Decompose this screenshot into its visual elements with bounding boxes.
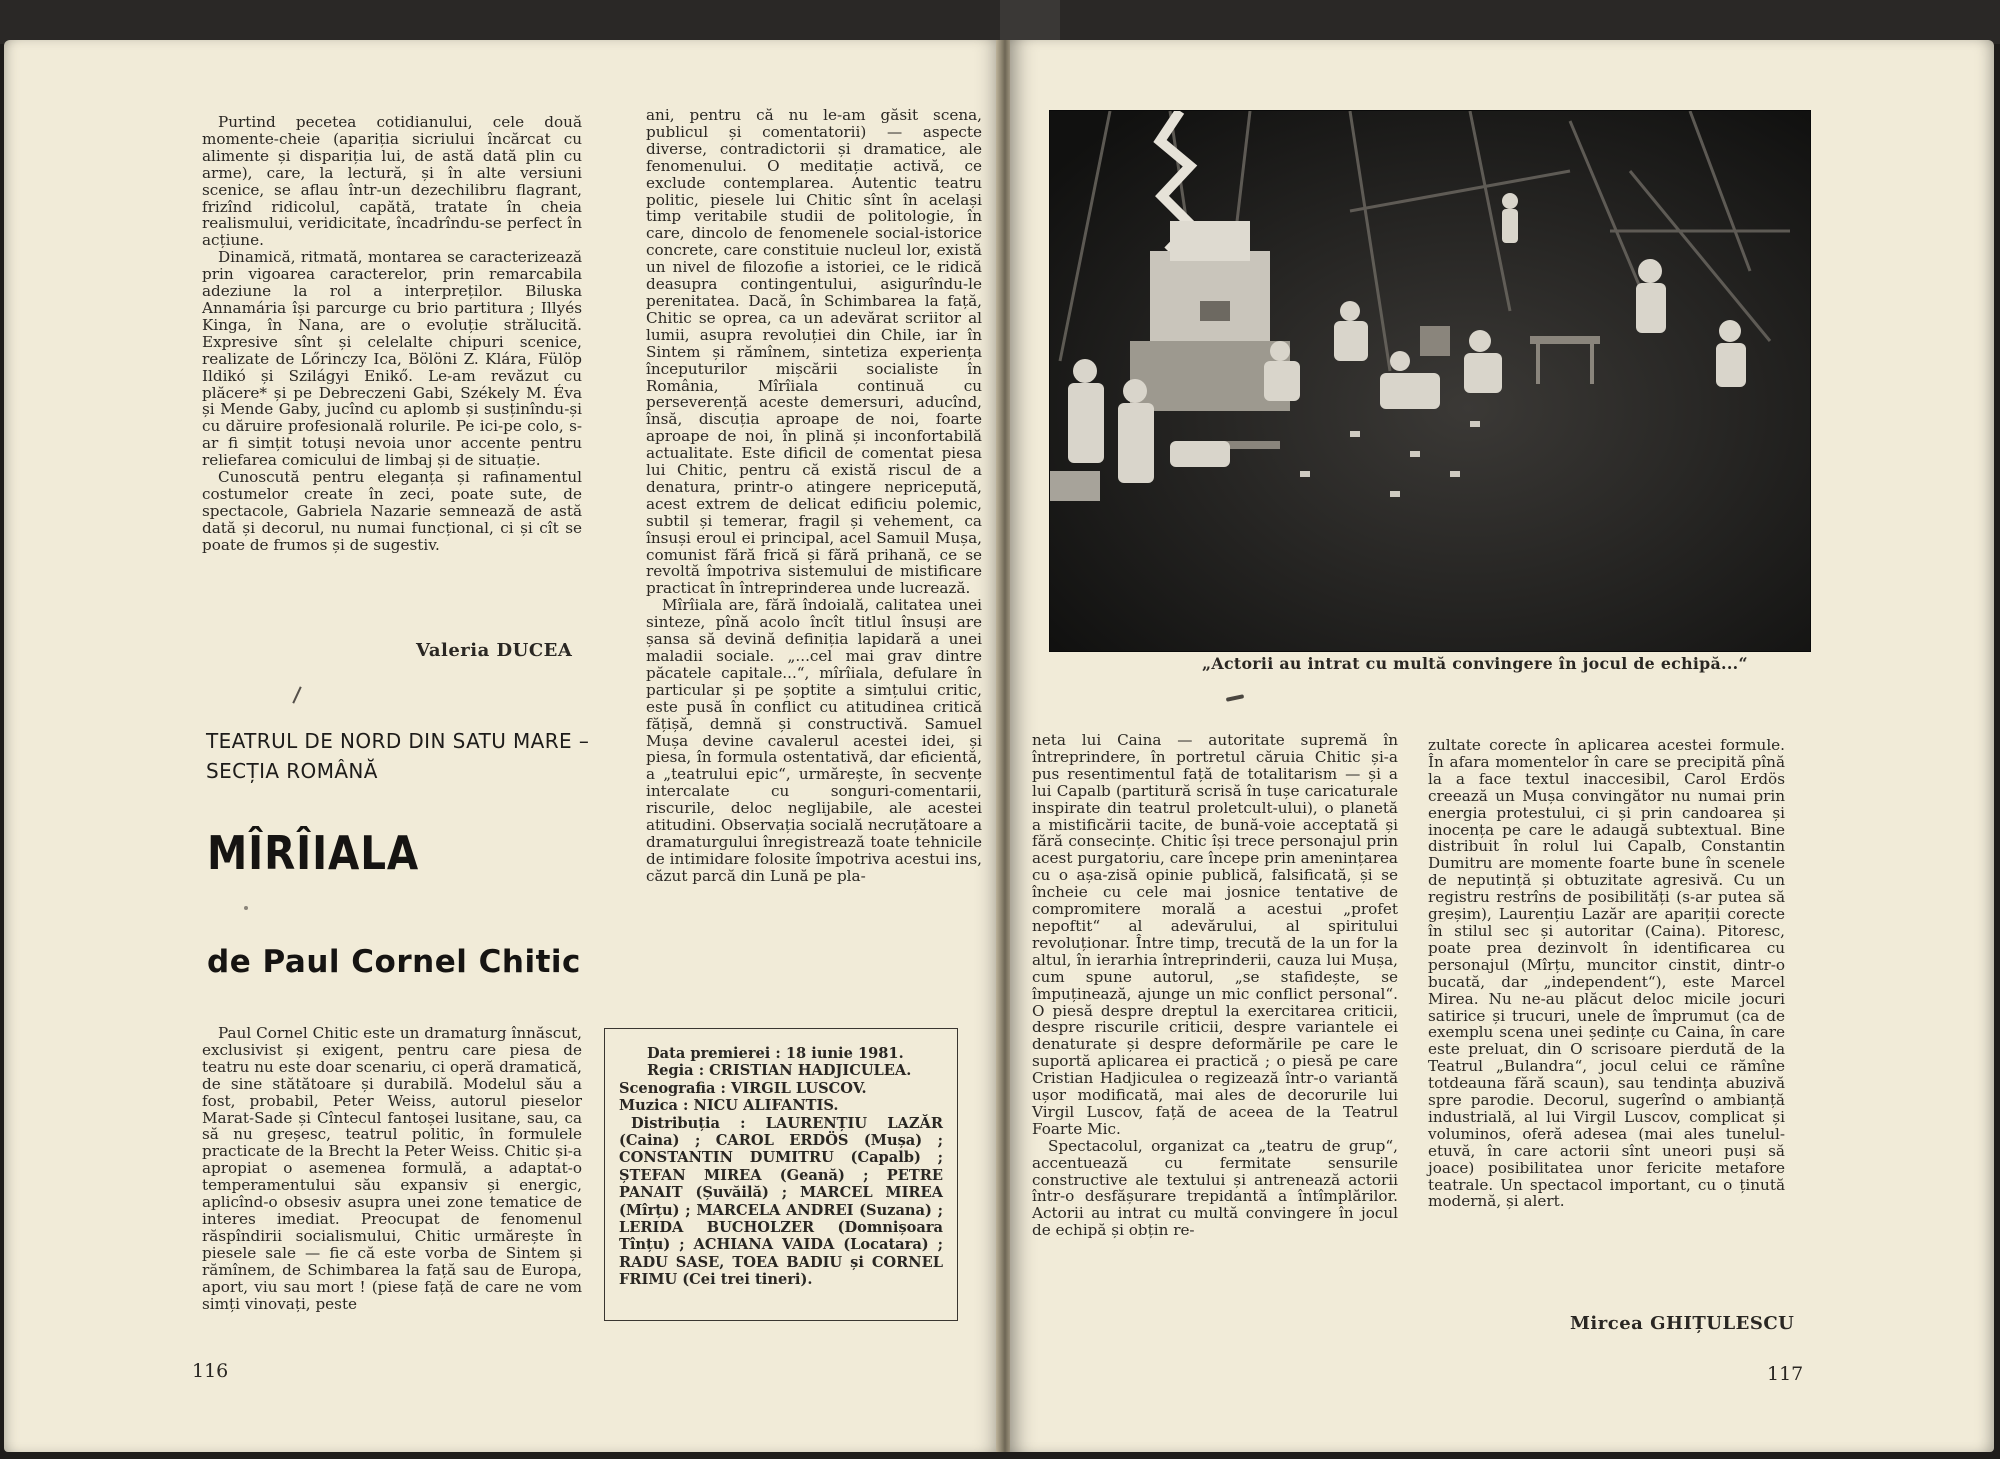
play-author: de Paul Cornel Chitic (207, 944, 581, 980)
left-col1-text (202, 114, 582, 554)
scenography-credit: Scenografia : VIRGIL LUSCOV. (619, 1079, 867, 1097)
left-col2-text (646, 107, 982, 885)
paragraph: zultate corecte în aplicarea acestei formule. În afara momentelor în care se precipită pînă la a face textul inaccesibil, Carol Erdös creează un Mușa convingător nu numai prin energia protestului, ci și prin candoarea și inocența pe care le adaugă subtextual. Bine distribuit în rolul lui Capalb, Constantin Dumitru are momente foarte bune în scenele de neputință și obtuzitate agresivă. Cu un registru restrîns de posibilități (s-ar putea să greșim), Laurențiu Lazăr are apariții corecte în stilul sec și autoritar (Caina). Pitoresc, poate prea dezinvolt în identificarea cu personajul (Mîrțu, muncitor cinstit, dintr-o bucată, dar „independent“), este Marcel Mirea. Nu ne-au plăcut deloc micile jocuri satirice și trucuri, unele de împrumut (ca de exemplu scena unei ședințe cu Caina, în care este preluat, din O scrisoare pierdută de la Teatrul „Bulandra“, jocul celui ce rămîne totdeauna fără scaun), sau tendința abuzivă spre parodie. Decorul, sugerînd o ambianță industrială, al lui Virgil Luscov, complicat și voluminos, oferă adesea (mai ales tunelul-etuvă, în care actorii sînt uneori puși să joace) posibilitatea unor fericite metafore teatrale. Un spectacol important, cu o ținută modernă, și alert. (1428, 736, 1785, 1211)
right-page (1010, 40, 1994, 1452)
play-title: MÎRÎIALA (207, 826, 420, 880)
left-col1-bottom-text (202, 1025, 582, 1312)
paragraph: Cunoscută pentru eleganța și rafinamentul costumelor create în zeci, poate sute, de spectacole, Gabriela Nazarie semnează de astă dată și decorul, nu numai funcțional, ci și cît se poate de frumos și de sugestiv. (202, 468, 582, 554)
paragraph: neta lui Caina — autoritate supremă în întreprindere, în portretul căruia Chitic și-a pus resentimentul față de totalitarism — și a lui Capalb (partitură scrisă în tușe caricaturale inspirate din teatrul proletcult-ului), o planetă a mistificării tacite, de bună-voie acceptată și fără consecințe. Chitic își trece personajul prin acest purgatoriu, care începe prin amenințarea cu o așa-zisă opinie publică, falsificată, și se încheie cu cele mai josnice tentative de compromitere morală a acestui „profet nepoftit“ al adevărului, al spiritului revoluționar. Între timp, trecută de la un for la altul, în ierarhia întreprinderii, cauza lui Mușa, cum spune autorul, „se stafidește, se împuținează, ajunge un mic conflict personal“. O piesă despre dreptul la exercitarea criticii, despre riscurile criticii, despre variantele ei denaturate și despre deformările pe care le suportă aplicarea ei practică ; o piesă pe care Cristian Hadjiculea o regizează într-o variantă ușor modificată, mai ales de decorurile lui Virgil Luscov, față de aceea de la Teatrul Foarte Mic. (1032, 731, 1398, 1138)
premiere-date: Data premierei : 18 iunie 1981. (647, 1045, 904, 1062)
cast-credit: Distribuția : LAURENȚIU LAZĂR (Caina) ; CAROL ERDÖS (Mușa) ; CONSTANTIN DUMITRU (Capalb) ; ȘTEFAN MIREA (Geană) ; PETRE PANAIT (Șuvăilă) ; MARCEL MIREA (Mîrțu) ; MARCELA ANDREI (Suzana) ; LERIDA BUCHOLZER (Domnișoara Tînțu) ; ACHIANA VAIDA (Locatara) ; RADU SASE, TOEA BADIU și CORNEL FRIMU (Cei trei tineri). (619, 1114, 943, 1289)
right-col1-text (1032, 732, 1398, 1239)
left-page (4, 40, 1002, 1452)
slash-mark (292, 686, 301, 703)
byline-valeria-ducea: Valeria DUCEA (416, 640, 573, 661)
paragraph: ani, pentru că nu le-am găsit scena, publicul și comentatorii) — aspecte diverse, contradictorii și dramatice, ale fenomenului. O meditație activă, ce exclude contemplarea. Autentic teatru politic, piesele lui Chitic sînt în același timp veritabile studii de politologie, în care, dincolo de fenomenele social-istorice concrete, care constituie nucleul lor, există un nivel de filozofie a istoriei, ce le ridică deasupra contingentului, asigurîndu-le perenitatea. Dacă, în Schimbarea la față, Chitic se oprea, ca un adevărat scriitor al lumii, asupra revoluției din Chile, iar în Sintem și rămînem, sintetiza experiența începuturilor mișcării socialiste în România, Mîrîiala continuă cu perseverență aceste demersuri, aducînd, însă, discuția aproape de noi, foarte aproape de noi, în plină și inconfortabilă actualitate. Este dificil de comentat piesa lui Chitic, pentru că există riscul de a denatura, printr-o atingere nepricepută, acest extrem de delicat edificiu polemic, subtil și temerar, fragil și vehement, ca însuși eroul ei principal, acel Samuil Mușa, comunist fără frică și fără prihană, ce se revoltă împotriva sistemului de mistificare practicat în întreprinderea unde lucrează. (646, 106, 982, 598)
photo-caption: „Actorii au intrat cu multă convingere în jocul de echipă...“ (1202, 654, 1748, 673)
byline-mircea-ghitulescu: Mircea GHIȚULESCU (1570, 1313, 1795, 1334)
page-number-left: 116 (192, 1360, 229, 1382)
paragraph: Paul Cornel Chitic este un dramaturg înnăscut, exclusivist și exigent, pentru care piesa de teatru nu este doar scenariu, ci operă dramatică, de sine stătătoare și durabilă. Modelul său a fost, probabil, Peter Weiss, autorul pieselor Marat-Sade și Cîntecul fantoșei lusitane, sau, ca să nu greșesc, teatrul politic, în formulele practicate de la Brecht la Peter Weiss. Chitic și-a apropiat o asemenea formulă, a adaptat-o temperamentului său expansiv și energic, aplicînd-o obsesiv asupra unei zone tematice de interes imediat. Preocupat de fenomenul răspîndirii socialismului, Chitic urmărește în piesele sale — fie că este vorba de Sintem și rămînem, de Schimbarea la față sau de Europa, aport, viu sau mort ! (piese față de care ne vom simți vinovați, peste (202, 1024, 582, 1313)
credits-box (604, 1028, 958, 1321)
dot-mark (244, 906, 248, 910)
paragraph: Mîrîiala are, fără îndoială, calitatea unei sinteze, pînă acolo încît titlul însuși are șansa să devină definiția lapidară a unei maladii sociale. „...cel mai grav dintre păcatele capitale...“, mîrîiala, defulare în particular și pe șoptite a simțului critic, este pusă în conflict cu atitudinea critică fățișă, demnă și constructivă. Samuel Mușa devine cavalerul acestei idei, și piesa, în formula ostentativă, dar eficientă, a „teatrului epic“, urmărește, în secvențe intercalate cu songuri-comentarii, riscurile, deloc neglijabile, ale acestei atitudini. Observația socială necruțătoare a dramaturgului înregistrează toate tehnicile de intimidare folosite împotriva acestui ins, căzut parcă din Lună pe pla- (646, 596, 982, 885)
right-col2-text (1428, 737, 1785, 1210)
page-number-right: 117 (1767, 1363, 1804, 1385)
paragraph: Spectacolul, organizat ca „teatru de grup“, accentuează cu fermitate sensurile constructive ale textului și antrenează actorii într-o desfășurare trepidantă a întîmplărilor. Actorii au intrat cu multă convingere în jocul de echipă și obțin re- (1032, 1136, 1398, 1240)
stage-photo-image (1050, 111, 1810, 651)
theatre-heading: TEATRUL DE NORD DIN SATU MARE – SECȚIA ROMÂNĂ (206, 729, 590, 783)
dash-mark (1226, 694, 1244, 702)
stage-photo (1049, 110, 1811, 652)
music-credit: Muzica : NICU ALIFANTIS. (619, 1097, 839, 1115)
paragraph: Purtind pecetea cotidianului, cele două momente-cheie (apariția sicriului încărcat cu alimente și dispariția lui, de astă dată plin cu arme), care, la lectură, și în alte versiuni scenice, se aflau într-un dezechilibru flagrant, frizînd ridicolul, capătă, tratate în cheia realismului, veridicitate, încadrîndu-se perfect în acțiune. (202, 113, 582, 250)
director-credit: Regia : CRISTIAN HADJICULEA. (647, 1062, 912, 1080)
book-cover-edge (0, 0, 2000, 44)
paragraph: Dinamică, ritmată, montarea se caracterizează prin vigoarea caracterelor, prin remarcabila adeziune la rol a interpreților. Biluska Annamária își parcurge cu brio partitura ; Illyés Kinga, în Nana, are o evoluție strălucită. Expresive sînt și celelalte chipuri scenice, realizate de Lőrinczy Ica, Bölöni Z. Klára, Fülöp Ildikó și Szilágyi Enikő. Le-am revăzut cu plăcere* și pe Debreczeni Gabi, Székely M. Éva și Mende Gaby, jucînd cu aplomb și susținîndu-și cu dăruire profesională rolurile. Pe ici-pe colo, s-ar fi simțit totuși nevoia unor accente pentru reliefarea comicului de limbaj și de situație. (202, 248, 582, 470)
